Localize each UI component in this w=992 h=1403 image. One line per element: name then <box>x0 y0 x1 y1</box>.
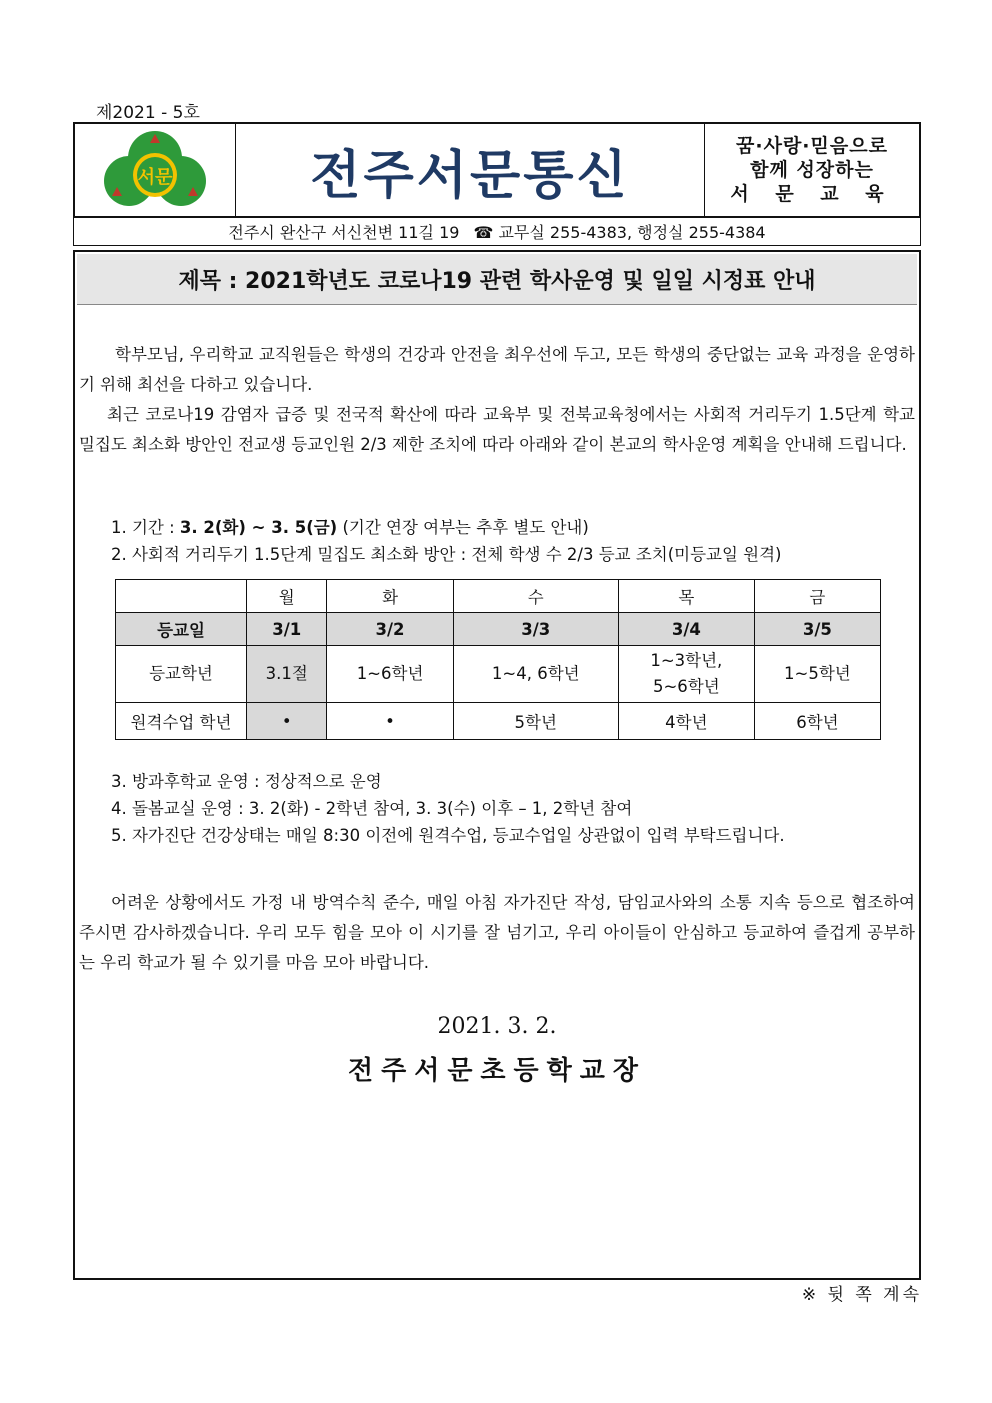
table-row <box>116 613 881 646</box>
item-list-top <box>111 514 911 568</box>
table-cell: 원격수업 학년 <box>116 703 247 740</box>
address-bar <box>73 218 921 246</box>
table-cell: 등교일 <box>116 613 247 646</box>
table-cell: 3/5 <box>754 613 880 646</box>
table-cell: 화 <box>327 580 453 613</box>
item-self-check: 5. 자가진단 건강상태는 매일 8:30 이전에 원격수업, 등교수업일 상관없이 입력 부탁드립니다. <box>111 826 785 845</box>
table-row <box>116 703 881 740</box>
table-cell: 6학년 <box>754 703 880 740</box>
table-cell <box>116 580 247 613</box>
notice-body <box>73 250 921 1280</box>
table-cell: 3/4 <box>618 613 754 646</box>
motto-line-3: 서 문 교 육 <box>730 183 894 205</box>
plan-paragraph: 최근 코로나19 감염자 급증 및 전국적 확산에 따라 교육부 및 전북교육청에서는 사회적 거리두기 1.5단계 학교 밀집도 최소화 방안인 전교생 등교인원 2/3 제한 조치에 따라 아래와 같이 본교의 학사운영 계획을 안내해 드립니다. <box>79 405 915 454</box>
item-list-bottom <box>111 768 911 849</box>
intro-paragraph: 학부모님, 우리학교 교직원들은 학생의 건강과 안전을 최우선에 두고, 모든 학생의 중단없는 교육 과정을 운영하기 위해 최선을 다하고 있습니다. <box>79 345 915 394</box>
table-cell: 3/2 <box>327 613 453 646</box>
table-cell: 금 <box>754 580 880 613</box>
motto-line-2: 함께 성장하는 <box>750 159 874 181</box>
issue-number: 제2021 - 5호 <box>96 103 200 123</box>
table-cell: 목 <box>618 580 754 613</box>
item-afterschool: 3. 방과후학교 운영 : 정상적으로 운영 <box>111 772 382 791</box>
table-cell: 5학년 <box>453 703 618 740</box>
school-logo <box>75 124 236 216</box>
table-cell: • <box>247 703 327 740</box>
masthead <box>73 122 921 218</box>
table-cell: 1~5학년 <box>754 646 880 703</box>
table-cell: 3/1 <box>247 613 327 646</box>
schedule-table <box>115 579 881 740</box>
table-cell: 수 <box>453 580 618 613</box>
table-cell: 3/3 <box>453 613 618 646</box>
school-logo-icon <box>103 129 207 211</box>
table-cell: 4학년 <box>618 703 754 740</box>
table-cell: • <box>327 703 453 740</box>
notice-subject: 제목 : 2021학년도 코로나19 관련 학사운영 및 일일 시정표 안내 <box>77 254 917 305</box>
table-cell-line: 1~3학년, <box>650 651 723 670</box>
closing-paragraph: 어려운 상황에서도 가정 내 방역수칙 준수, 매일 아침 자가진단 작성, 담임교사와의 소통 지속 등으로 협조하여 주시면 감사하겠습니다. 우리 모두 힘을 모아 이 시기를 잘 넘기고, 우리 아이들이 안심하고 등교하여 즐겁게 공부하는 우리 학교가 될 수 있기를 마음 모아 바랍니다. <box>79 893 915 972</box>
table-cell: 월 <box>247 580 327 613</box>
address-text: 전주시 완산구 서신천변 11길 19 <box>228 223 460 242</box>
period-dates: 3. 2(화) ~ 3. 5(금) <box>179 518 338 537</box>
continued-note: ※ 뒷 쪽 계속 <box>801 1285 922 1305</box>
table-row <box>116 580 881 613</box>
table-cell <box>618 646 754 703</box>
logo-lettering: 서문 <box>137 167 173 188</box>
motto-line-1: 꿈·사랑·믿음으로 <box>736 135 888 157</box>
school-motto <box>705 124 919 216</box>
table-cell: 등교학년 <box>116 646 247 703</box>
table-cell: 3.1절 <box>247 646 327 703</box>
phone-numbers: 교무실 255-4383, 행정실 255-4384 <box>498 223 766 242</box>
table-cell: 1~4, 6학년 <box>453 646 618 703</box>
newsletter-title: 전주서문통신 <box>236 124 705 216</box>
table-cell: 1~6학년 <box>327 646 453 703</box>
item-care-class: 4. 돌봄교실 운영 : 3. 2(화) - 2학년 참여, 3. 3(수) 이후 – 1, 2학년 참여 <box>111 799 633 818</box>
table-cell-line: 5~6학년 <box>652 677 720 696</box>
signature: 전주서문초등학교장 <box>347 1056 647 1086</box>
item-density: 2. 사회적 거리두기 1.5단계 밀집도 최소화 방안 : 전체 학생 수 2/3 등교 조치(미등교일 원격) <box>111 545 782 564</box>
notice-date: 2021. 3. 2. <box>437 1014 557 1039</box>
item-period: 1. 기간 : 3. 2(화) ~ 3. 5(금) (기간 연장 여부는 추후 별도 안내) <box>111 518 589 537</box>
table-row <box>116 646 881 703</box>
telephone-icon: ☎ 교무실 255-4383, 행정실 255-4384 <box>473 223 766 242</box>
